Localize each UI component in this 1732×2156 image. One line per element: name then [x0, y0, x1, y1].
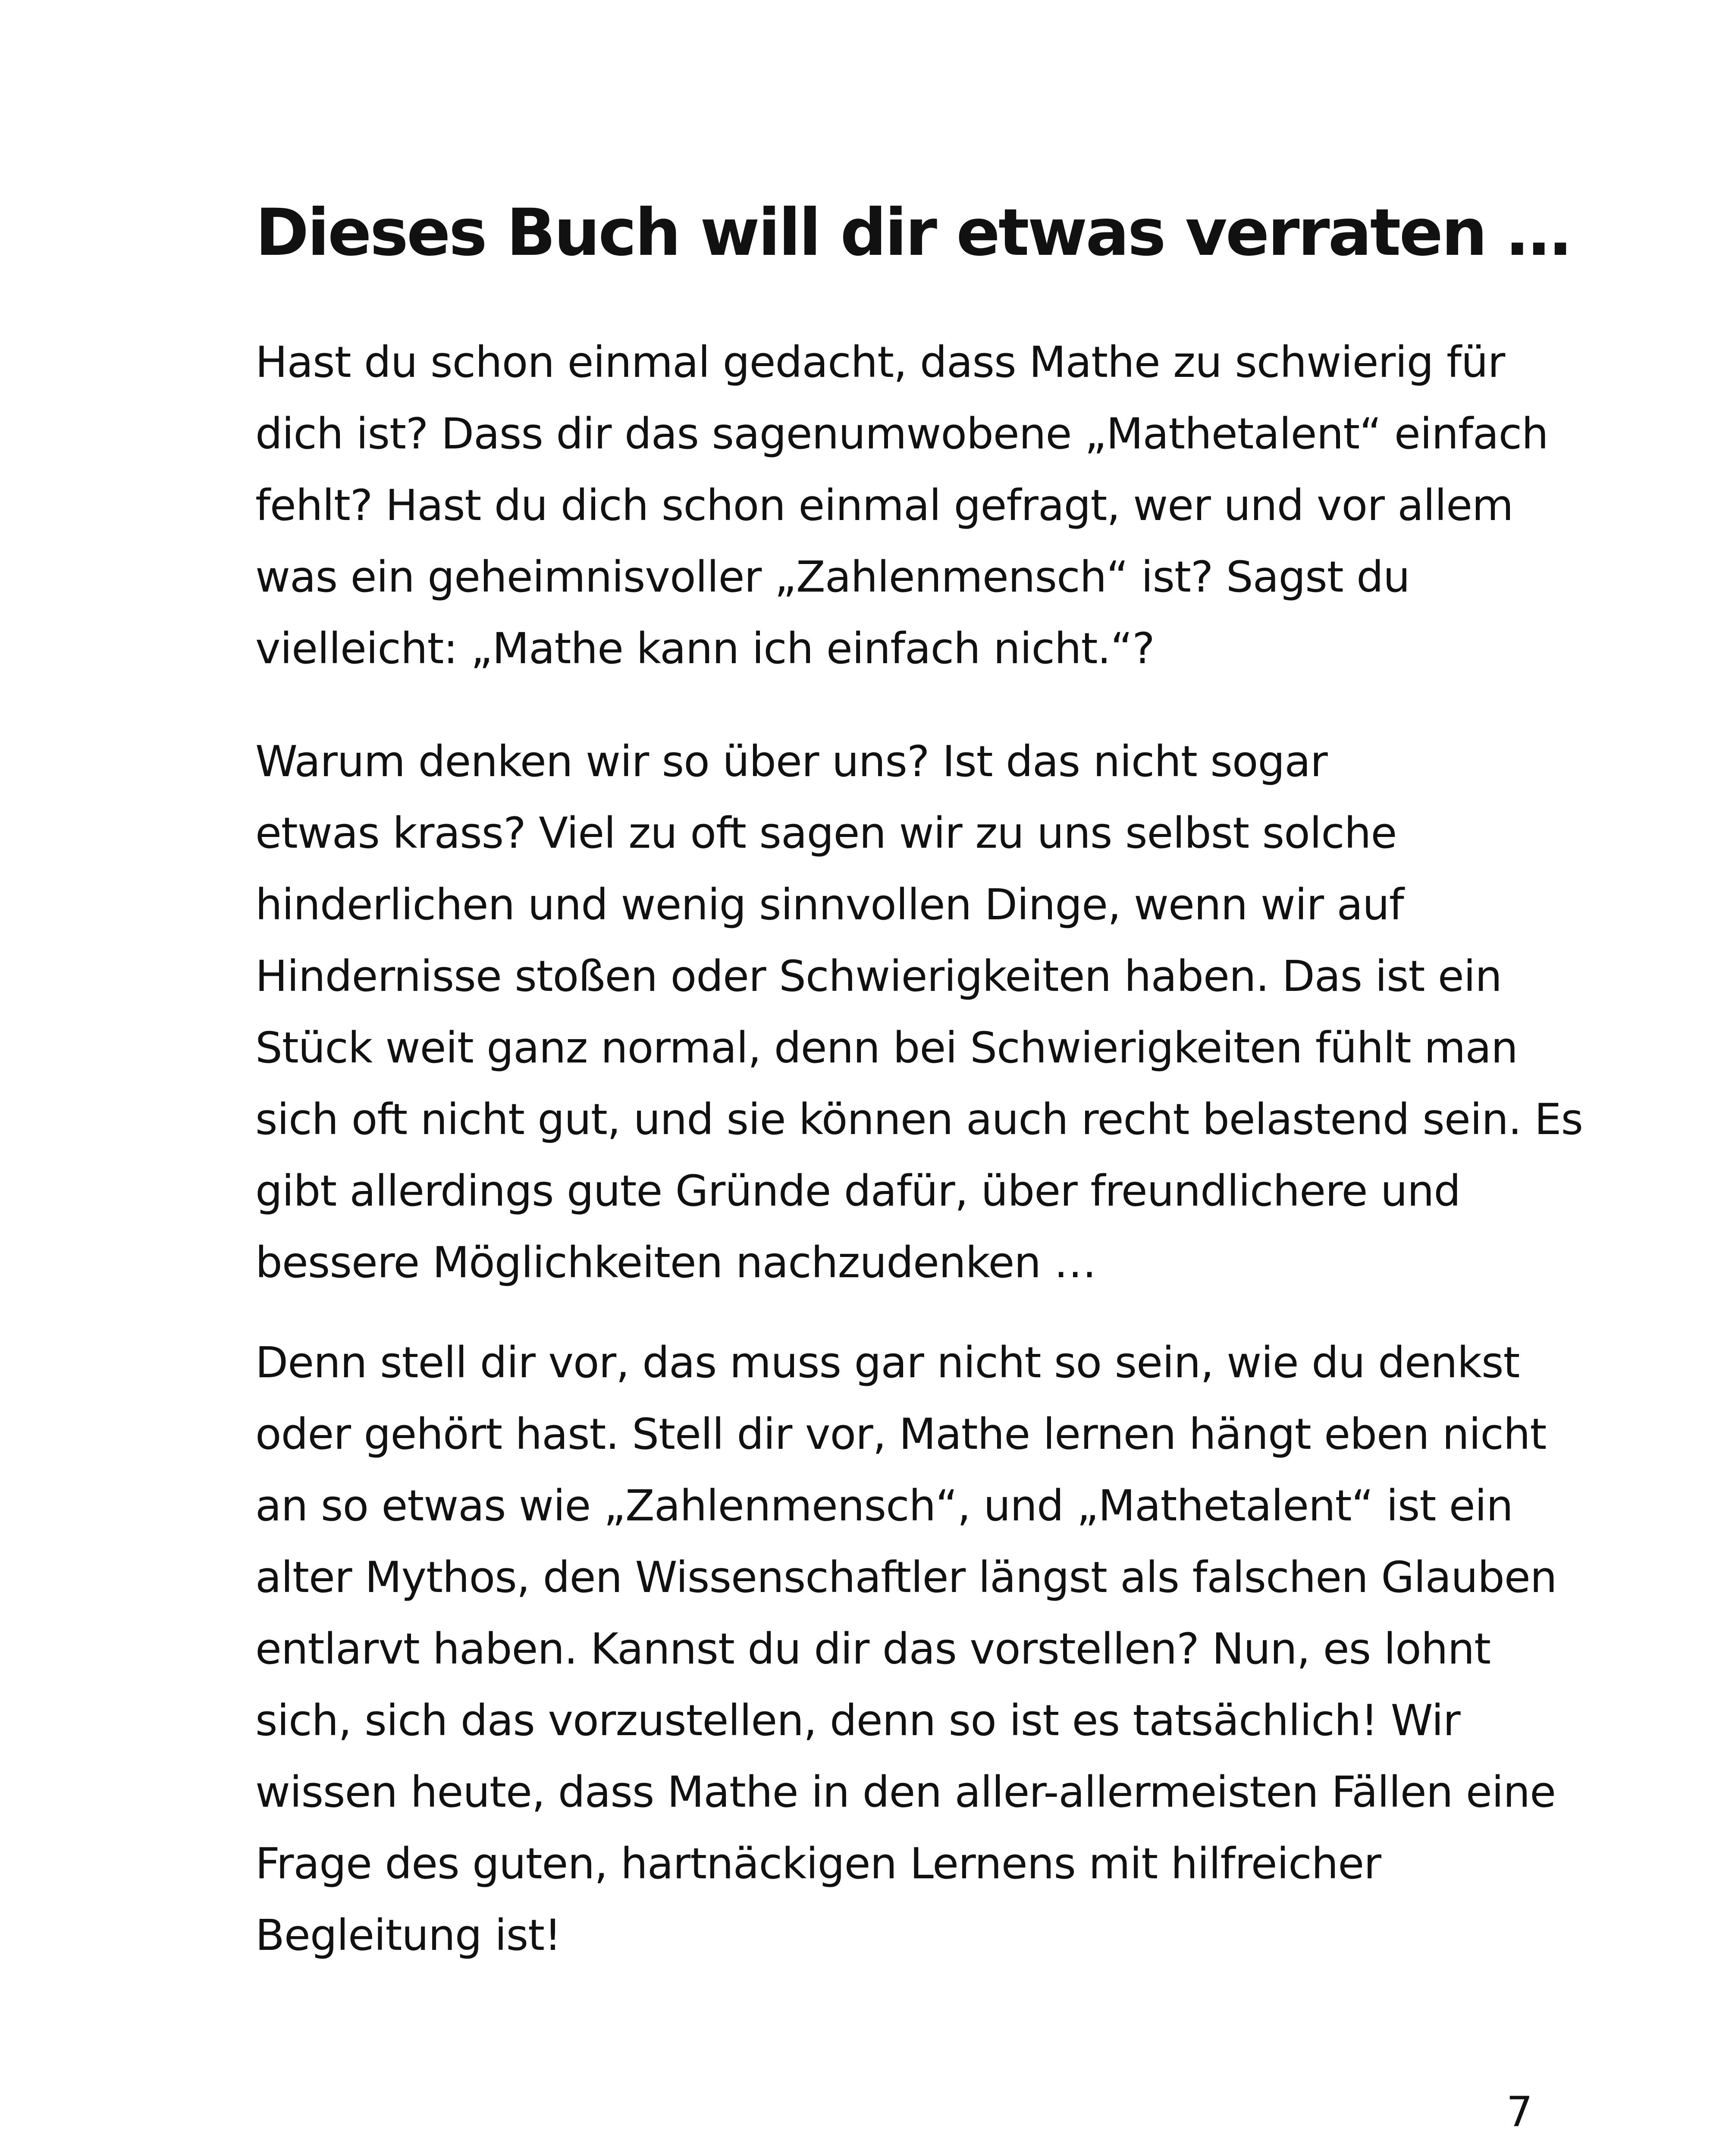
paragraph-1 — [255, 327, 1548, 685]
text-line: vielleicht: „Mathe kann ich einfach nicht.“? — [255, 624, 1155, 674]
text-line: Begleitung ist! — [255, 1911, 561, 1960]
chapter-heading: Dieses Buch will dir etwas verraten … — [255, 195, 1570, 270]
text-line: entlarvt haben. Kannst du dir das vorstellen? Nun, es lohnt — [255, 1624, 1491, 1674]
text-line: an so etwas wie „Zahlenmensch“, und „Mathetalent“ ist ein — [255, 1481, 1513, 1531]
text-line: hinderlichen und wenig sinnvollen Dinge, wenn wir auf — [255, 880, 1404, 930]
text-line: dich ist? Dass dir das sagenumwobene „Mathetalent“ einfach — [255, 409, 1548, 459]
text-line: bessere Möglichkeiten nachzudenken … — [255, 1238, 1096, 1288]
text-line: etwas krass? Viel zu oft sagen wir zu uns selbst solche — [255, 808, 1397, 858]
text-line: oder gehört hast. Stell dir vor, Mathe lernen hängt eben nicht — [255, 1410, 1547, 1459]
text-line: fehlt? Hast du dich schon einmal gefragt, wer und vor allem — [255, 481, 1513, 530]
text-line: Denn stell dir vor, das muss gar nicht so sein, wie du denkst — [255, 1338, 1520, 1388]
page-number: 7 — [1506, 2088, 1533, 2136]
text-line: was ein geheimnisvoller „Zahlenmensch“ ist? Sagst du — [255, 552, 1410, 602]
text-line: gibt allerdings gute Gründe dafür, über freundlichere und — [255, 1166, 1461, 1216]
text-line: Warum denken wir so über uns? Ist das nicht sogar — [255, 737, 1327, 787]
text-line: wissen heute, dass Mathe in den aller-allermeisten Fällen eine — [255, 1767, 1556, 1817]
text-line: Hast du schon einmal gedacht, dass Mathe zu schwierig für — [255, 338, 1505, 387]
paragraph-3 — [255, 1327, 1557, 1971]
text-line: alter Mythos, den Wissenschaftler längst als falschen Glauben — [255, 1553, 1557, 1602]
paragraph-2 — [255, 726, 1583, 1299]
text-line: Stück weit ganz normal, denn bei Schwierigkeiten fühlt man — [255, 1023, 1518, 1073]
text-line: sich, sich das vorzustellen, denn so ist es tatsächlich! Wir — [255, 1696, 1460, 1745]
text-line: Hindernisse stoßen oder Schwierigkeiten haben. Das ist ein — [255, 952, 1502, 1001]
text-line: sich oft nicht gut, und sie können auch recht belastend sein. Es — [255, 1095, 1583, 1144]
text-line: Frage des guten, hartnäckigen Lernens mit hilfreicher — [255, 1839, 1381, 1889]
